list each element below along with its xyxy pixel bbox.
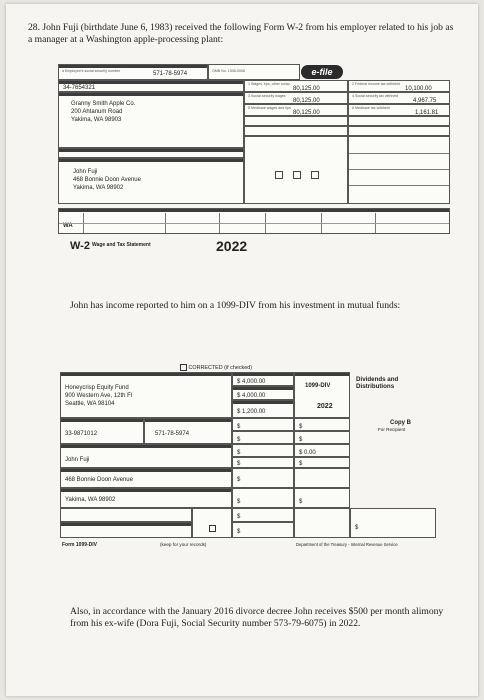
w2-state-row (58, 208, 450, 234)
w2-ss-wages: 80,125.00 (293, 98, 320, 104)
w2-box11-13 (244, 136, 348, 204)
div-payer-tin-box (60, 418, 144, 444)
w2-fed-tax: 10,100.00 (405, 86, 432, 92)
div-box3: $ (232, 444, 294, 457)
efile-badge: e-file (301, 65, 343, 79)
w2-medicare-tax: 1,161.81 (415, 110, 439, 116)
div-recipient-addr1: 468 Bonnie Doon Avenue (65, 477, 133, 483)
div-year: 22 (324, 403, 333, 410)
w2-form-subtitle: Wage and Tax Statement (92, 242, 151, 248)
div-recipient-tin: 571-78-5974 (155, 431, 190, 437)
div-payer-addr1: 900 Western Ave, 12th Fl (65, 393, 133, 399)
div-box12: $ (232, 508, 294, 522)
div-copy-sub: For Recipient (378, 427, 406, 432)
w2-box10 (348, 126, 450, 136)
div-box8 (294, 468, 350, 488)
w2-ss-tax: 4,967.75 (413, 98, 437, 104)
div-title: Dividends and Distributions (356, 376, 399, 390)
w2-form (58, 60, 450, 252)
w2-ein: 34-7654321 (63, 85, 96, 91)
div-copy: Copy B (390, 420, 411, 426)
page (6, 4, 478, 696)
div-box9: $ (232, 488, 294, 508)
div-box4: $ 0.00 (294, 444, 350, 457)
div-box4-value: 0.00 (304, 450, 316, 456)
div-recipient-name: John Fuji (65, 457, 90, 463)
w2-employee-name: John Fuji (73, 169, 98, 175)
div-payer-box (60, 372, 232, 418)
div-recipient-addr2: Yakima, WA 98902 (65, 497, 116, 503)
w2-ssn: 571-78-5974 (153, 71, 188, 77)
div-form-footer: Form 1099-DIV (62, 542, 98, 548)
w2-ssn-box: a Employee's social security number 571-78-5974 (58, 64, 208, 80)
middle-text: John has income reported to him on a 1099-DIV from his investment in mutual funds: (70, 300, 401, 311)
div-fatca-check (192, 508, 232, 538)
w2-box3: 3 Social security wages 80,125.00 (244, 92, 348, 104)
w2-employee-addr2: Yakima, WA 98902 (73, 185, 124, 191)
div-box1b: $ 4,000.00 (232, 386, 294, 400)
div-box2e: $ (232, 431, 294, 444)
div-box10: $ (294, 488, 350, 508)
w2-wages: 80,125.00 (293, 86, 320, 92)
form-1099-div (60, 364, 438, 560)
w2-employer-box (58, 92, 244, 148)
w2-ein-box (58, 80, 244, 92)
div-recipient-name-box (60, 444, 232, 468)
div-box2f: $ (294, 431, 350, 444)
div-box2b: $ (232, 418, 294, 431)
div-box2a-value: 1,200.00 (242, 409, 266, 415)
div-box7: $ (232, 468, 294, 488)
div-box13 (294, 508, 350, 538)
div-box6: $ (294, 457, 350, 468)
div-recipient-street-box (60, 468, 232, 488)
w2-employer-addr2: Yakima, WA 98903 (71, 117, 122, 123)
w2-form-title: W-2 (70, 240, 90, 252)
div-box2c: $ (294, 418, 350, 431)
div-box2a: $ 1,200.00 (232, 400, 294, 418)
w2-employee-addr1: 468 Bonnie Doon Avenue (73, 177, 141, 183)
div-box1a-value: 4,000.00 (242, 379, 266, 385)
w2-control-box (58, 148, 244, 158)
w2-employer-addr1: 200 Ahtanum Road (71, 109, 123, 115)
div-keep: (keep for your records) (160, 542, 207, 547)
w2-employer-name: Granny Smith Apple Co. (71, 101, 136, 107)
w2-box4: 4 Social security tax withheld 4,967.75 (348, 92, 450, 104)
div-payer-addr2: Seattle, WA 98104 (65, 401, 115, 407)
div-box5: $ (232, 457, 294, 468)
w2-employee-box (58, 158, 244, 204)
w2-box12 (348, 136, 450, 204)
div-account-box (60, 522, 192, 538)
w2-box1: 1 Wages, tips, other comp. 80,125.00 (244, 80, 348, 92)
div-fatca-box (60, 508, 192, 522)
div-box14: $ (232, 522, 294, 538)
div-dept: Department of the Treasury - Internal Revenue Service (296, 542, 398, 547)
w2-year: 2022 (216, 238, 248, 254)
w2-box9 (244, 126, 348, 136)
div-recipient-city-box (60, 488, 232, 508)
div-payer-tin: 33-9871012 (65, 431, 98, 437)
w2-state: WA (63, 223, 73, 229)
div-box1b-value: 4,000.00 (242, 393, 266, 399)
w2-box7 (244, 116, 348, 126)
div-box1a: $ 4,000.00 (232, 372, 294, 386)
div-box15-16: $ (350, 508, 436, 538)
div-form-id-box: 1099-DIV 2022 (294, 372, 350, 418)
w2-box2: 2 Federal income tax withheld 10,100.00 (348, 80, 450, 92)
w2-medicare-wages: 80,125.00 (293, 110, 320, 116)
div-payer-name: Honeycrisp Equity Fund (65, 385, 129, 391)
bottom-text: Also, in accordance with the January 2016 divorce decree John receives $500 per month alimony from his ex-wife (Dora Fuji, Social Security number 573-79-6075) in 2022. (70, 606, 444, 629)
w2-box6: 6 Medicare tax withheld 1,161.81 (348, 104, 450, 116)
div-form-name: 1099-DIV (305, 383, 331, 389)
w2-box8 (348, 116, 450, 126)
problem-statement: 28. John Fuji (birthdate June 6, 1983) received the following Form W-2 from his employer related to his job as a manager at a Washington apple-processing plant: (28, 22, 454, 45)
div-recipient-tin-box (144, 418, 232, 444)
w2-omb-box: OMB No. 1545-0008 (208, 64, 300, 80)
w2-box5: 5 Medicare wages and tips 80,125.00 (244, 104, 348, 116)
corrected-label: CORRECTED (if checked) (180, 364, 252, 371)
